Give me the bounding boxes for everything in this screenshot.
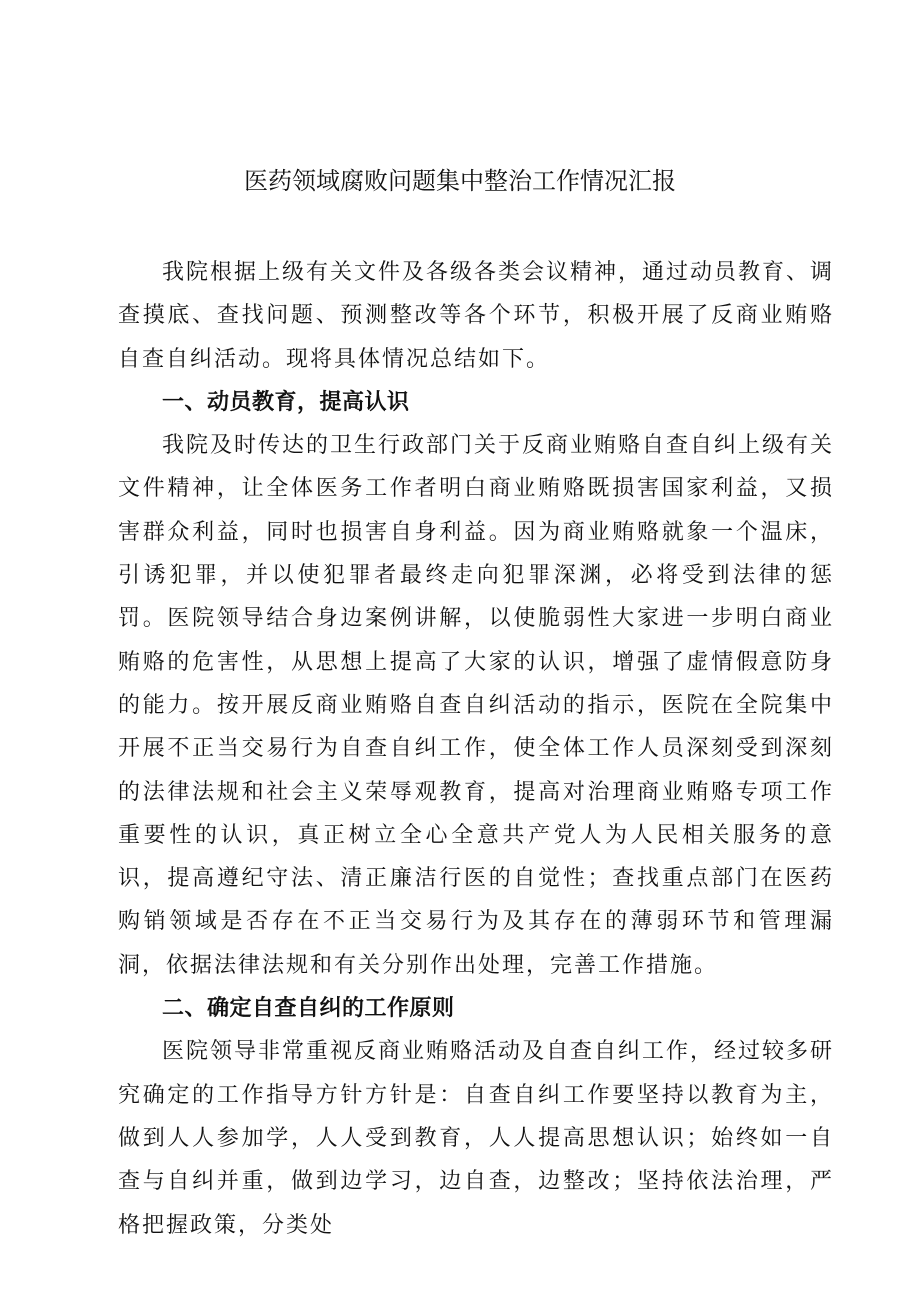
section-1-heading: 一、动员教育，提高认识 (162, 389, 410, 415)
section-1-paragraph: 我院及时传达的卫生行政部门关于反商业贿赂自查自纠上级有关文件精神，让全体医务工作者明白商业贿赂既损害国家利益，又损害群众利益，同时也损害自身利益。因为商业贿赂就象一个温床，引诱犯罪，并以使犯罪者最终走向犯罪深渊，必将受到法律的惩罚。医院领导结合身边案例讲解，以使脆弱性大家进一步明白商业贿赂的危害性，从思想上提高了大家的认识，增强了虚情假意防身的能力。按开展反商业贿赂自查自纠活动的指示，医院在全院集中开展不正当交易行为自查自纠工作，使全体工作人员深刻受到深刻的法律法规和社会主义荣辱观教育，提高对治理商业贿赂专项工作重要性的认识，真正树立全心全意共产党人为人民相关服务的意识，提高遵纪守法、清正廉洁行医的自觉性；查找重点部门在医药购销领域是否存在不正当交易行为及其存在的薄弱环节和管理漏洞，依据法律法规和有关分别作出处理，完善工作措施。 (118, 433, 835, 978)
document-body (118, 251, 834, 1247)
document-title: 医药领域腐败问题集中整治工作情况汇报 (244, 167, 676, 195)
section-2-paragraph: 医院领导非常重视反商业贿赂活动及自查自纠工作，经过较多研究确定的工作指导方针方针是：自查自纠工作要坚持以教育为主，做到人人参加学，人人受到教育，人人提高思想认识；始终如一自查与自纠并重，做到边学习，边自查，边整改；坚持依法治理，严格把握政策，分类处 (118, 1039, 835, 1238)
section-2-heading: 二、确定自查自纠的工作原则 (162, 996, 455, 1022)
intro-paragraph: 我院根据上级有关文件及各级各类会议精神，通过动员教育、调查摸底、查找问题、预测整改等各个环节，积极开展了反商业贿赂自查自纠活动。现将具体情况总结如下。 (118, 260, 835, 372)
